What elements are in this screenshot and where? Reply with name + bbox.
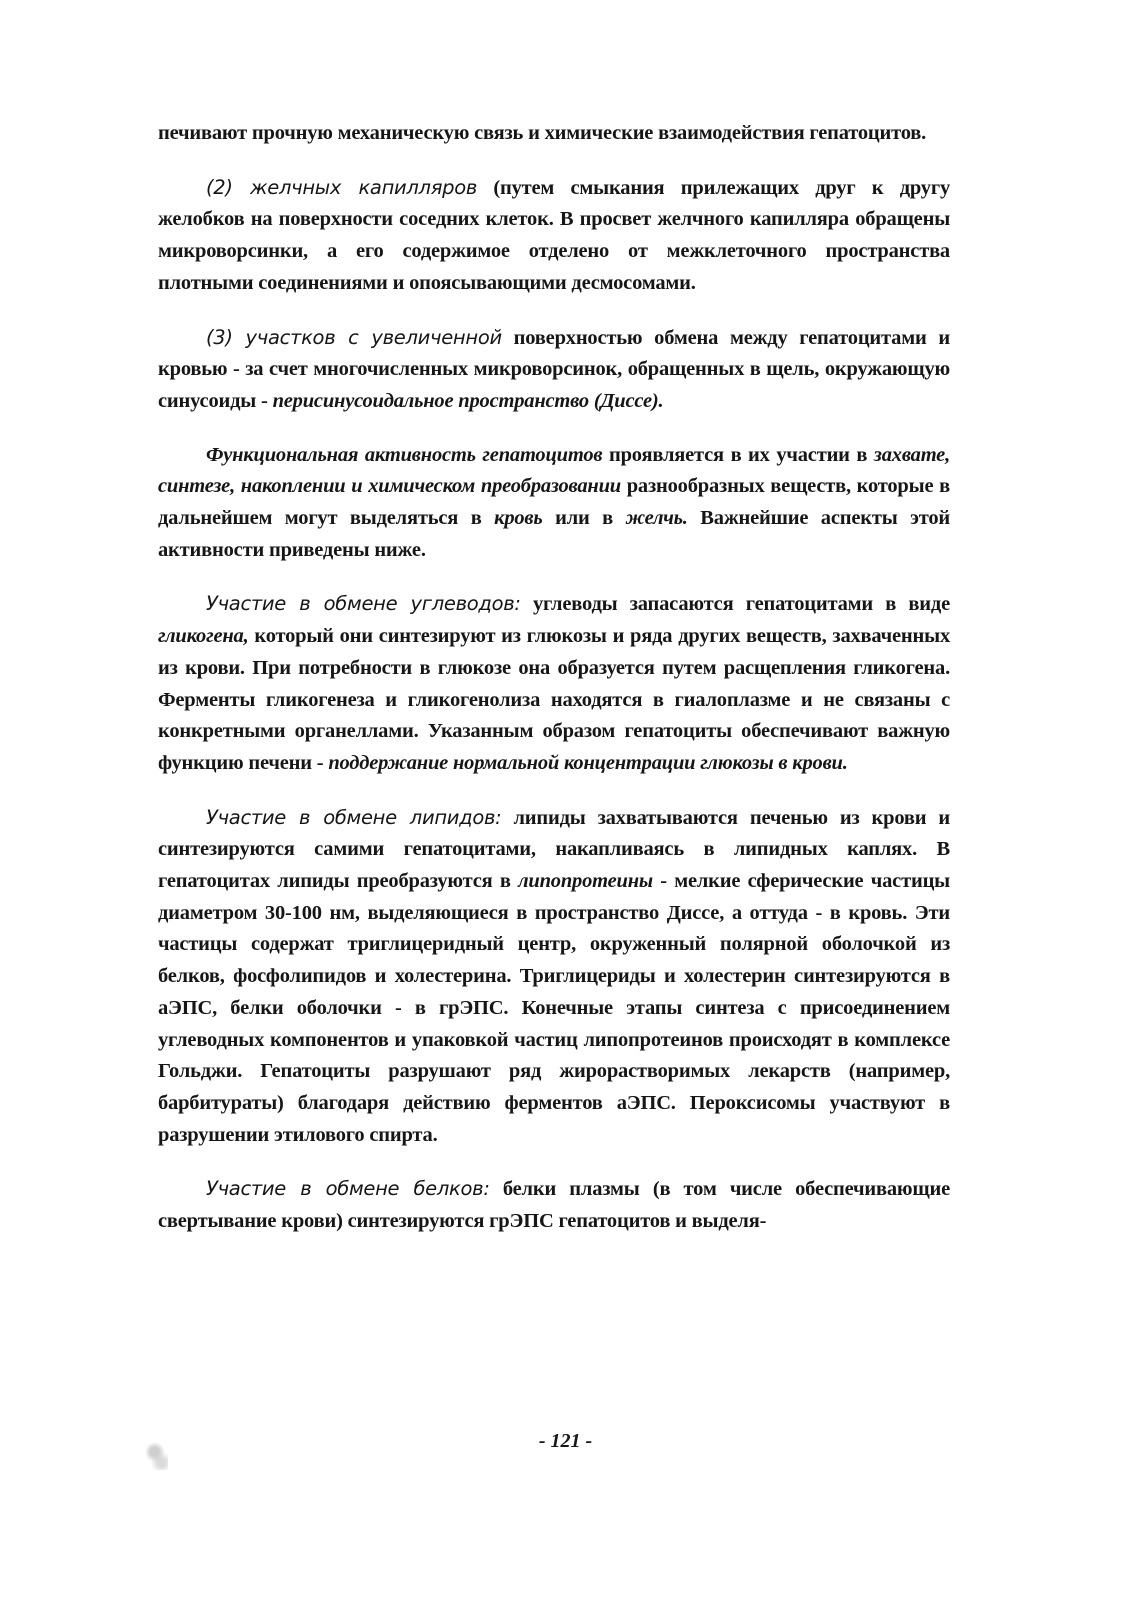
subheading-run: (2) желчных капилляров xyxy=(206,175,478,199)
italic-run: захвате, синтезе, накоплении и химическом преобразовании xyxy=(158,443,950,498)
scan-speck xyxy=(146,1440,168,1470)
page-body xyxy=(158,118,950,1260)
text-run: (путем смыкания прилежащих друг к другу желобков на поверхности соседних клеток. В просвет желчного капилляра обращены микроворсинки, а его содержимое отделено от межклеточного пространства плотными соединениями и опоясывающими десмосомами. xyxy=(158,176,951,294)
text-run: углеводы запасаются гепатоцитами в виде xyxy=(520,593,950,616)
paragraph-bile-capillaries xyxy=(158,172,950,300)
italic-run: кровь xyxy=(494,507,543,530)
italic-run: перисинусоидальное пространство (Диссе). xyxy=(272,389,664,412)
italic-run: поддержание нормальной концентрации глюкозы в крови. xyxy=(328,751,848,774)
paragraph-exchange-surface xyxy=(158,322,950,418)
text-run: печивают прочную механическую связь и химические взаимодействия гепатоцитов. xyxy=(158,122,927,144)
text-run: проявляется в их участии в xyxy=(602,443,874,466)
text-run: - мелкие сферические частицы диаметром 30-100 нм, выделяющиеся в пространство Диссе, а оттуда - в кровь. Эти частицы содержат триглицеридный центр, окруженный полярной оболочкой из белков, фосфолипидов и холестерина. Триглицериды и холестерин синтезируются в аЭПС, белки оболочки - в грЭПС. Конечные этапы синтеза с присоединением углеводных компонентов и упаковкой частиц липопротеинов происходят в комплексе Гольджи. Гепатоциты разрушают ряд жирорастворимых лекарств (например, барбитураты) благодаря действию ферментов аЭПС. Пероксисомы участвуют в разрушении этилового спирта. xyxy=(158,870,950,1146)
subheading-run: Участие в обмене белков: xyxy=(206,1177,490,1201)
paragraph-carbohydrates xyxy=(158,588,950,779)
paragraph-lipids xyxy=(158,802,950,1152)
italic-run: гликогена, xyxy=(158,625,249,648)
subheading-run: Участие в обмене углеводов: xyxy=(206,592,521,616)
italic-run: липопротеины xyxy=(518,870,653,893)
paragraph-1 xyxy=(158,118,950,150)
text-run: разнообразных веществ, которые в дальнейшем могут выделяться в xyxy=(158,475,950,530)
subheading-run: (3) участков с увеличенной xyxy=(206,325,502,349)
paragraph-proteins xyxy=(158,1173,950,1237)
page-number: - 121 - xyxy=(538,1430,593,1452)
text-run: Важнейшие аспекты этой активности приведены ниже. xyxy=(158,507,950,561)
text-run: белки плазмы (в том числе обеспечивающие свертывание крови) синтезируются грЭПС гепатоцитов и выделя- xyxy=(158,1178,950,1233)
text-run: поверхностью обмена между гепатоцитами и кровью - за счет многочисленных микроворсинок, обращенных в щель, окружающую синусоиды - xyxy=(158,326,951,412)
subheading-run: Участие в обмене липидов: xyxy=(206,805,502,829)
text-run: липиды захватываются печенью из крови и синтезируются самими гепатоцитами, накапливаясь в липидных каплях. В гепатоцитах липиды преобразуются в xyxy=(158,806,950,893)
term-run: Функциональная активность гепатоцитов xyxy=(206,443,603,466)
italic-run: желчь. xyxy=(625,507,688,530)
text-run: который они синтезируют из глюкозы и ряда других веществ, захваченных из крови. При потребности в глюкозе она образуется путем расщепления гликогена. Ферменты гликогенеза и гликогенолиза находятся в гиалоплазме и не связаны с конкретными органеллами. Указанным образом гепатоциты обеспечивают важную функцию печени - xyxy=(158,625,950,774)
text-run: или в xyxy=(542,507,626,530)
paragraph-functional-activity xyxy=(158,440,950,567)
